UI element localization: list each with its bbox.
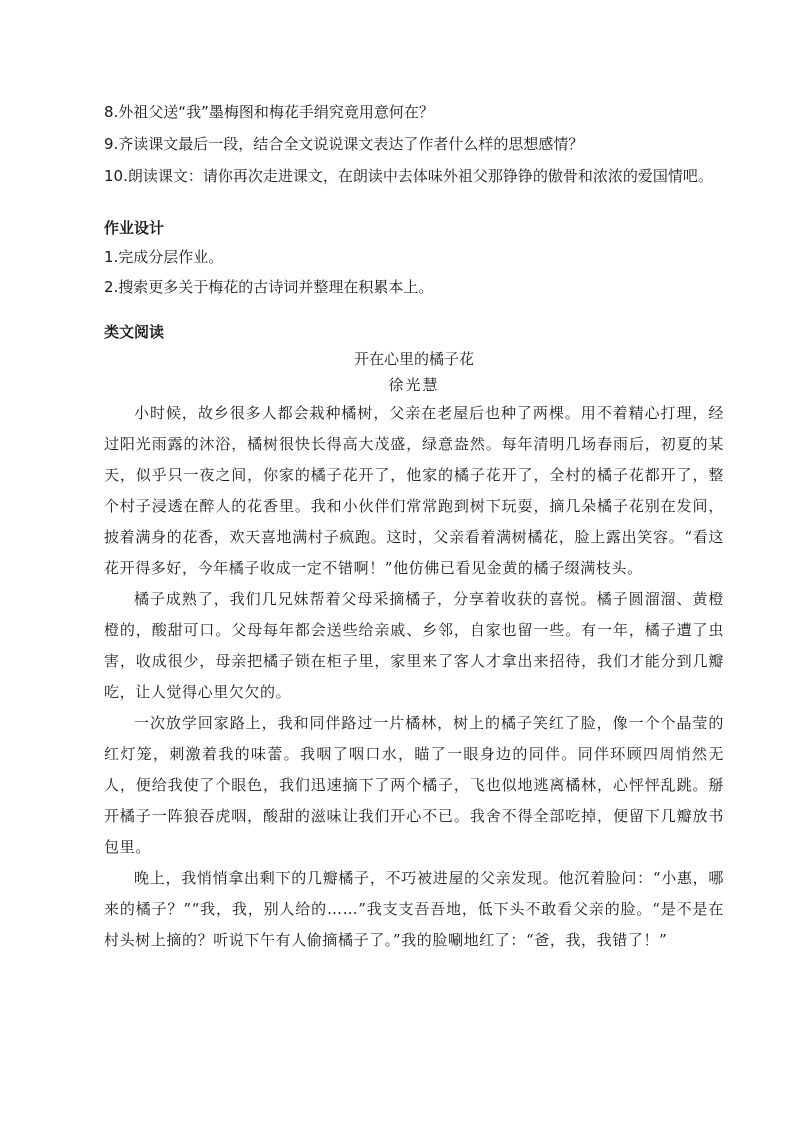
question-9: 9.齐读课文最后一段，结合全文说说课文表达了作者什么样的思想感情？ <box>104 135 584 153</box>
reading-paragraph-3: 一次放学回家路上，我和同伴路过一片橘林，树上的橘子笑红了脸，像一个个晶莹的红灯笼，刺激着我的味蕾。我咽了咽口水，瞄了一眼身边的同伴。同伴环顾四周悄然无人，便给我使了个眼色，我们迅速摘下了两个橘子，飞也似地逃离橘林，心怦怦乱跳。掰开橘子一阵狼吞虎咽，酸甜的滋味让我们开心不已。我舍不得全部吃掉，便留下几瓣放书包里。 <box>104 714 724 856</box>
reading-paragraph-4: 晚上，我悄悄拿出剩下的几瓣橘子，不巧被进屋的父亲发现。他沉着脸问：“小惠，哪来的橘子？”“我，我，别人给的……”我支支吾吾地，低下头不敢看父亲的脸。“是不是在村头树上摘的？听说下午有人偷摘橘子了。”我的脸唰地红了：“爸，我，我错了！” <box>104 869 724 949</box>
reading-paragraph-2: 橘子成熟了，我们几兄妹帮着父母采摘橘子，分享着收获的喜悦。橘子圆溜溜、黄橙橙的，酸甜可口。父母每年都会送些给亲戚、乡邻，自家也留一些。有一年，橘子遭了虫害，收成很少，母亲把橘子锁在柜子里，家里来了客人才拿出来招待，我们才能分到几瓣吃，让人觉得心里欠欠的。 <box>104 590 724 701</box>
homework-item-2: 2.搜索更多关于梅花的古诗词并整理在积累本上。 <box>104 278 434 296</box>
question-10: 10.朗读课文：请你再次走进课文，在朗读中去体味外祖父那铮铮的傲骨和浓浓的爱国情吧。 <box>104 167 713 185</box>
document-page <box>104 96 724 956</box>
reading-paragraph-1: 小时候，故乡很多人都会栽种橘树，父亲在老屋后也种了两棵。用不着精心打理，经过阳光雨露的沐浴，橘树很快长得高大茂盛，绿意盎然。每年清明几场春雨后，初夏的某天，似乎只一夜之间，你家的橘子花开了，他家的橘子花开了，全村的橘子花都开了，整个村子浸透在醉人的花香里。我和小伙伴们常常跑到树下玩耍，摘几朵橘子花别在发间，披着满身的花香，欢天喜地满村子疯跑。这时，父亲看着满树橘花，脸上露出笑容。“看这花开得多好，今年橘子收成一定不错啊！”他仿佛已看见金黄的橘子缀满枝头。 <box>104 404 724 577</box>
homework-heading: 作业设计 <box>104 219 165 237</box>
reading-author: 徐光慧 <box>388 376 440 394</box>
homework-item-1: 1.完成分层作业。 <box>104 248 224 266</box>
reading-heading: 类文阅读 <box>104 323 165 341</box>
reading-title: 开在心里的橘子花 <box>353 350 474 368</box>
question-8: 8.外祖父送“我”墨梅图和梅花手绢究竟用意何在？ <box>104 103 434 121</box>
